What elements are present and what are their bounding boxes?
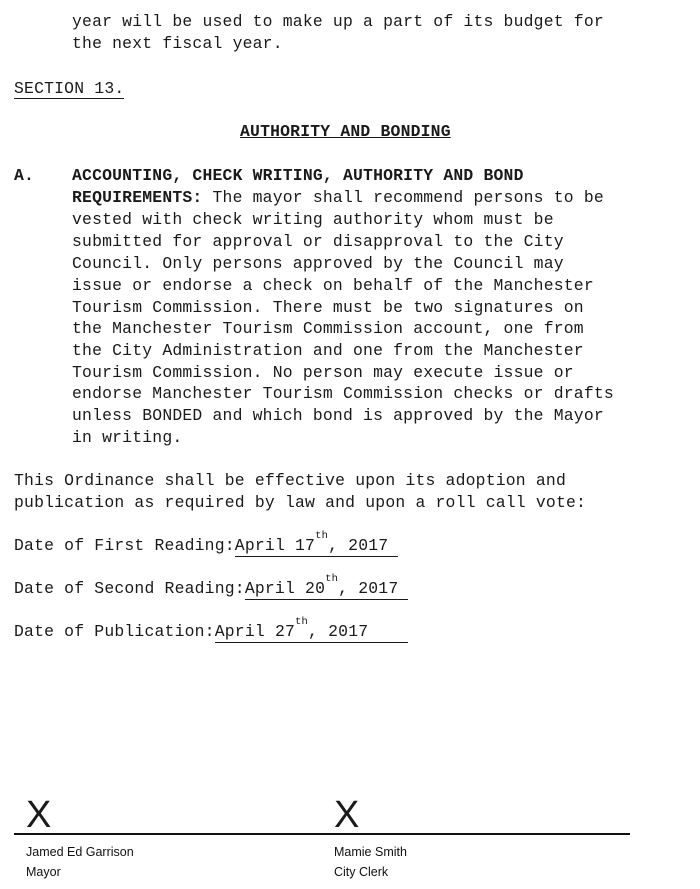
- date-publication-label: Date of Publication:: [14, 622, 215, 641]
- item-a-line-6: Tourism Commission. There must be two signatures on: [72, 298, 584, 317]
- item-a-line-10: endorse Manchester Tourism Commission checks or drafts: [72, 384, 614, 403]
- clerk-signature-mark: X: [334, 794, 360, 836]
- date-first-label: Date of First Reading:: [14, 536, 235, 555]
- item-a-heading-part2: REQUIREMENTS:: [72, 188, 203, 207]
- item-a-line-4: Council. Only persons approved by the Council may: [72, 254, 564, 273]
- section-number: SECTION 13.: [14, 79, 125, 98]
- item-a-line-8: the City Administration and one from the Manchester: [72, 341, 584, 360]
- item-a-line-11: unless BONDED and which bond is approved by the Mayor: [72, 406, 604, 425]
- date-first-value: April 17th, 2017: [234, 530, 399, 555]
- mayor-signature-mark: X: [26, 794, 52, 836]
- date-second-value: April 20th, 2017: [244, 573, 409, 598]
- intro-line-2: the next fiscal year.: [72, 34, 283, 53]
- ordinance-line-2: publication as required by law and upon a roll call vote:: [14, 493, 587, 512]
- date-first-reading: [14, 530, 399, 557]
- item-a-line-12: in writing.: [72, 428, 183, 447]
- date-second-reading: [14, 573, 409, 600]
- signature-line: [14, 833, 630, 835]
- item-a-line-1: [72, 188, 604, 207]
- item-a-line-2: vested with check writing authority whom must be: [72, 210, 554, 229]
- clerk-name: Mamie Smith: [334, 845, 407, 859]
- item-a-marker: A.: [14, 166, 35, 185]
- item-a-line-9: Tourism Commission. No person may execute issue or: [72, 363, 574, 382]
- item-a-text-1: The mayor shall recommend persons to be: [202, 188, 604, 207]
- item-a-line-7: the Manchester Tourism Commission account, one from: [72, 319, 584, 338]
- mayor-title: Mayor: [26, 865, 61, 879]
- date-publication: [14, 616, 409, 643]
- item-a-line-3: submitted for approval or disapproval to the City: [72, 232, 564, 251]
- mayor-name: Jamed Ed Garrison: [26, 845, 134, 859]
- section-title: AUTHORITY AND BONDING: [240, 122, 451, 141]
- clerk-title: City Clerk: [334, 865, 389, 879]
- date-publication-value: April 27th, 2017: [214, 616, 409, 641]
- ordinance-line-1: This Ordinance shall be effective upon its adoption and: [14, 471, 566, 490]
- item-a-heading-part1: ACCOUNTING, CHECK WRITING, AUTHORITY AND BOND: [72, 166, 524, 185]
- item-a-line-5: issue or endorse a check on behalf of the Manchester: [72, 276, 594, 295]
- date-second-label: Date of Second Reading:: [14, 579, 245, 598]
- intro-line-1: year will be used to make up a part of its budget for: [72, 12, 604, 31]
